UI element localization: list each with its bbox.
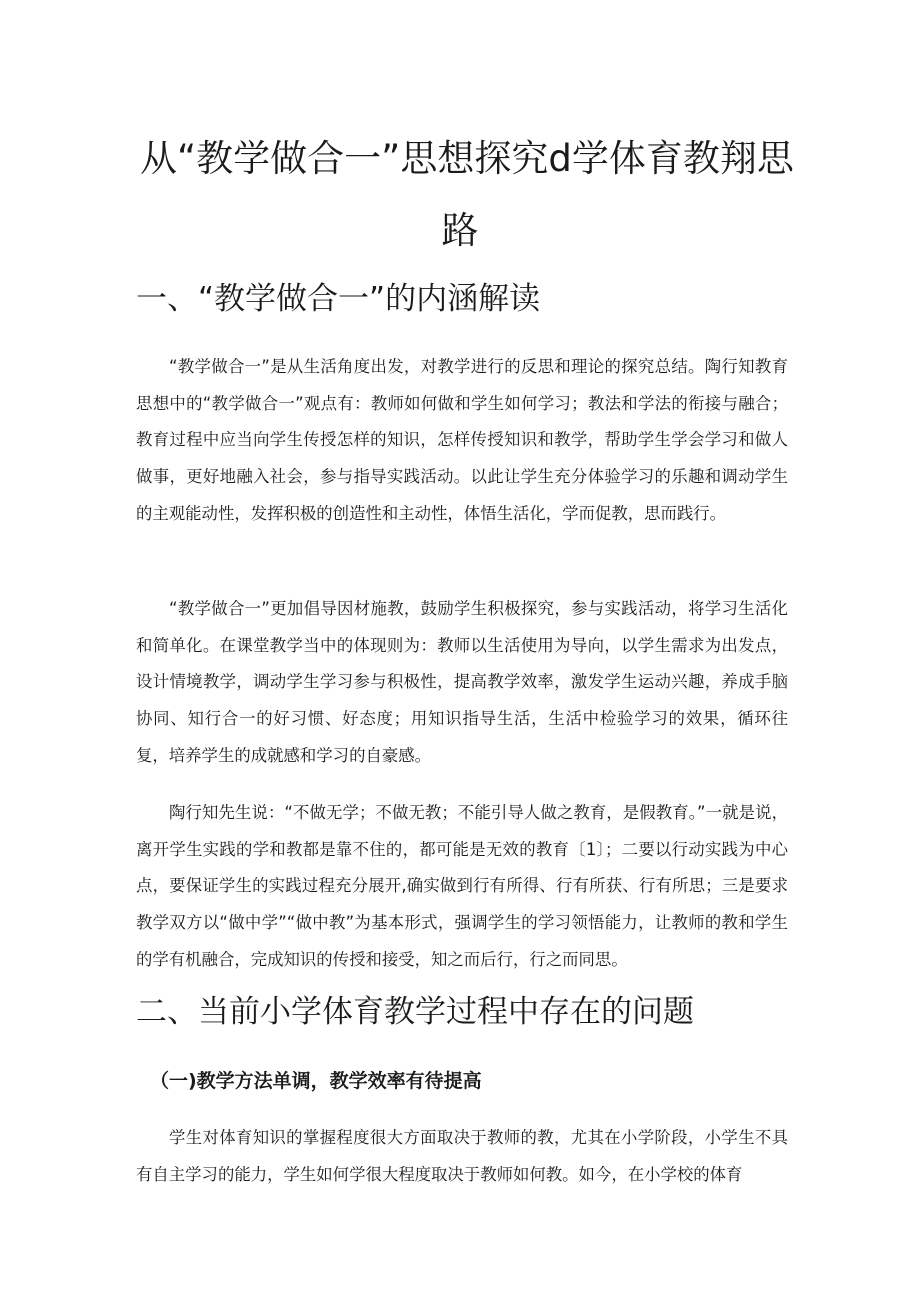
section-1-paragraph-1: “教学做合一”是从生活角度出发，对教学进行的反思和理论的探究总结。陶行知教育思想中的“教学做合一”观点有：教师如何做和学生如何学习；教法和学法的衔接与融合；教育过程中应当向学生传授怎样的知识，怎样传授知识和教学，帮助学生学会学习和做人做事，更好地融入社会，参与指导实践活动。以此让学生充分体验学习的乐趣和调动学生的主观能动性，发挥积极的创造性和主动性，体悟生活化，学而促教，思而践行。 (136, 357, 788, 523)
section-heading-1: 一、“教学做合一”的内涵解读 (136, 281, 541, 317)
subsection-heading-1: （一)教学方法单调，教学效率有待提高 (150, 1070, 482, 1092)
document-title-line-2: 路 (441, 209, 479, 252)
section-2-paragraph-1: 学生对体育知识的掌握程度很大方面取决于教师的教，尤其在小学阶段，小学生不具有自主学习的能力，学生如何学很大程度取决于教师如何教。如今，在小学校的体育 (136, 1128, 788, 1184)
section-1-paragraph-3: 陶行知先生说：“不做无学；不做无教；不能引导人做之教育，是假教育。”一就是说，离开学生实践的学和教都是靠不住的，都可能是无效的教育〔1〕；二要以行动实践为中心点，要保证学生的实践过程充分展开,确实做到行有所得、行有所获、行有所思；三是要求教学双方以“做中学”“做中教”为基本形式，强调学生的学习领悟能力，让教师的教和学生的学有机融合，完成知识的传授和接受，知之而后行，行之而同思。 (136, 803, 788, 969)
section-heading-2: 二、当前小学体育教学过程中存在的问题 (136, 994, 694, 1030)
section-1-paragraph-2: “教学做合一”更加倡导因材施教，鼓励学生积极探究，参与实践活动，将学习生活化和简单化。在课堂教学当中的体现则为：教师以生活使用为导向，以学生需求为出发点，设计情境教学，调动学生学习参与积极性，提高教学效率，激发学生运动兴趣，养成手脑协同、知行合一的好习惯、好态度；用知识指导生活，生活中检验学习的效果，循环往复，培养学生的成就感和学习的自豪感。 (136, 599, 788, 765)
document-title-line-1: 从“教学做合一”思想探究d学体育教翔思 (140, 137, 794, 180)
